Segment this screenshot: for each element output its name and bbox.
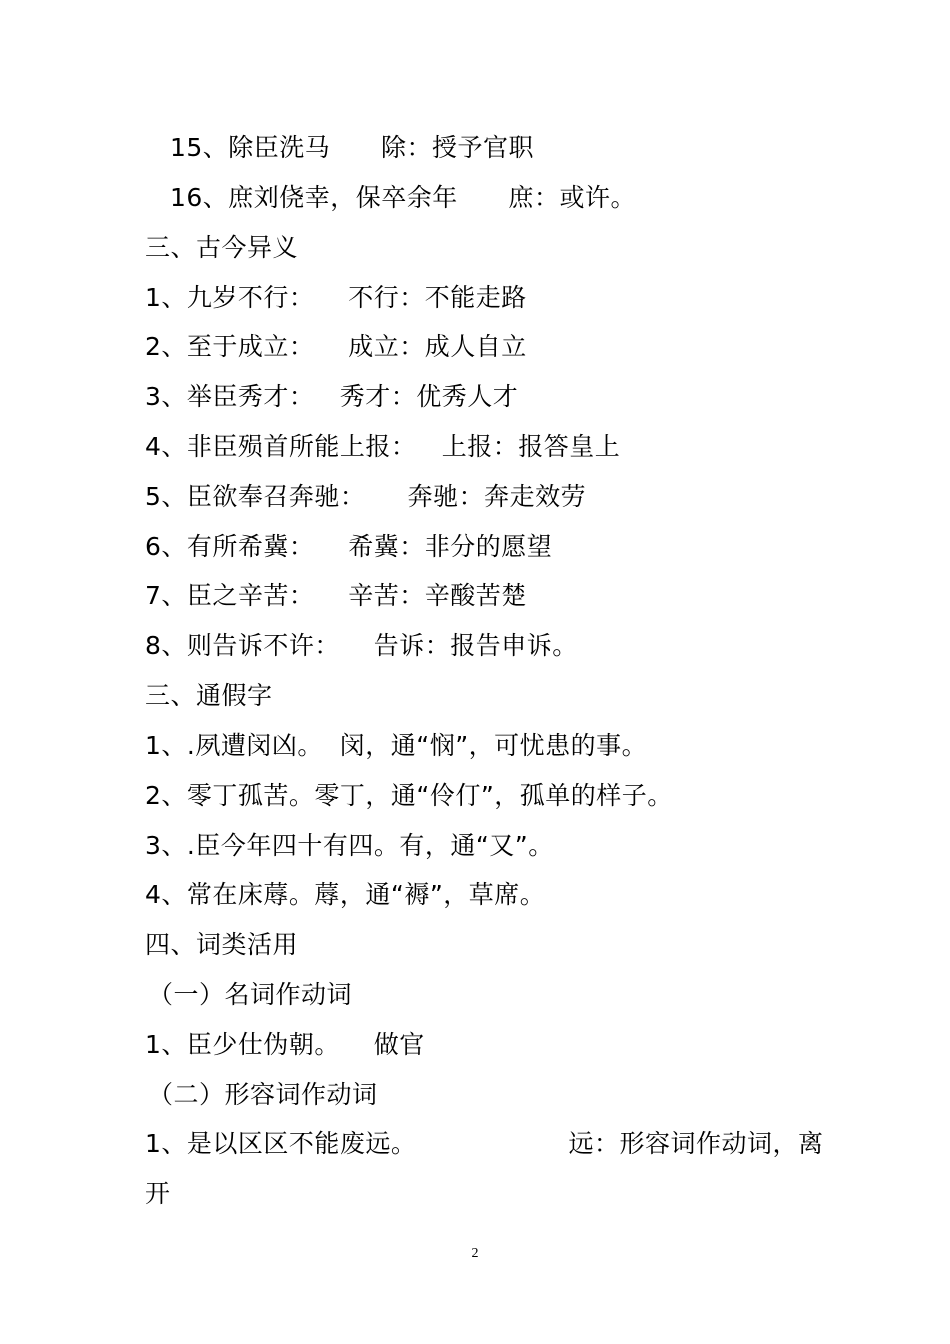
text-line: 3、.臣今年四十有四。有，通“又”。 xyxy=(145,831,554,860)
text-line: 8、则告诉不许： 告诉：报告申诉。 xyxy=(145,631,578,660)
subheading-adjective-as-verb: （二）形容词作动词 xyxy=(148,1080,378,1109)
section-heading-interchangeable-characters: 三、通假字 xyxy=(145,681,273,710)
text-line: 2、至于成立： 成立：成人自立 xyxy=(145,332,527,361)
text-line-16: 16、庶刘侥幸，保卒余年 庶：或许。 xyxy=(170,183,636,212)
text-line: 7、臣之辛苦： 辛苦：辛酸苦楚 xyxy=(145,581,527,610)
text-line: 2、零丁孤苦。零丁，通“伶仃”，孤单的样子。 xyxy=(145,781,673,810)
text-line: 3、举臣秀才： 秀才：优秀人才 xyxy=(145,382,519,411)
text-line: 5、臣欲奉召奔驰： 奔驰：奔走效劳 xyxy=(145,482,587,511)
text-line: 4、常在床蓐。蓐，通“褥”，草席。 xyxy=(145,880,546,909)
section-heading-ancient-modern-meaning: 三、古今异义 xyxy=(145,233,299,262)
section-heading-word-class-usage: 四、词类活用 xyxy=(145,930,299,959)
text-line: 1、九岁不行： 不行：不能走路 xyxy=(145,283,527,312)
text-line: 4、非臣殒首所能上报： 上报：报答皇上 xyxy=(145,432,621,461)
text-line-15: 15、除臣洗马 除：授予官职 xyxy=(170,133,534,162)
text-line: 1、.夙遭闵凶。 闵，通“悯”，可忧患的事。 xyxy=(145,731,648,760)
text-line: 1、是以区区不能废远。 远：形容词作动词，离 xyxy=(145,1129,824,1158)
text-line-continuation: 开 xyxy=(145,1179,171,1208)
subheading-noun-as-verb: （一）名词作动词 xyxy=(148,980,353,1009)
text-line: 1、臣少仕伪朝。 做官 xyxy=(145,1030,425,1059)
text-line: 6、有所希冀： 希冀：非分的愿望 xyxy=(145,532,553,561)
page-number: 2 xyxy=(471,1246,479,1261)
